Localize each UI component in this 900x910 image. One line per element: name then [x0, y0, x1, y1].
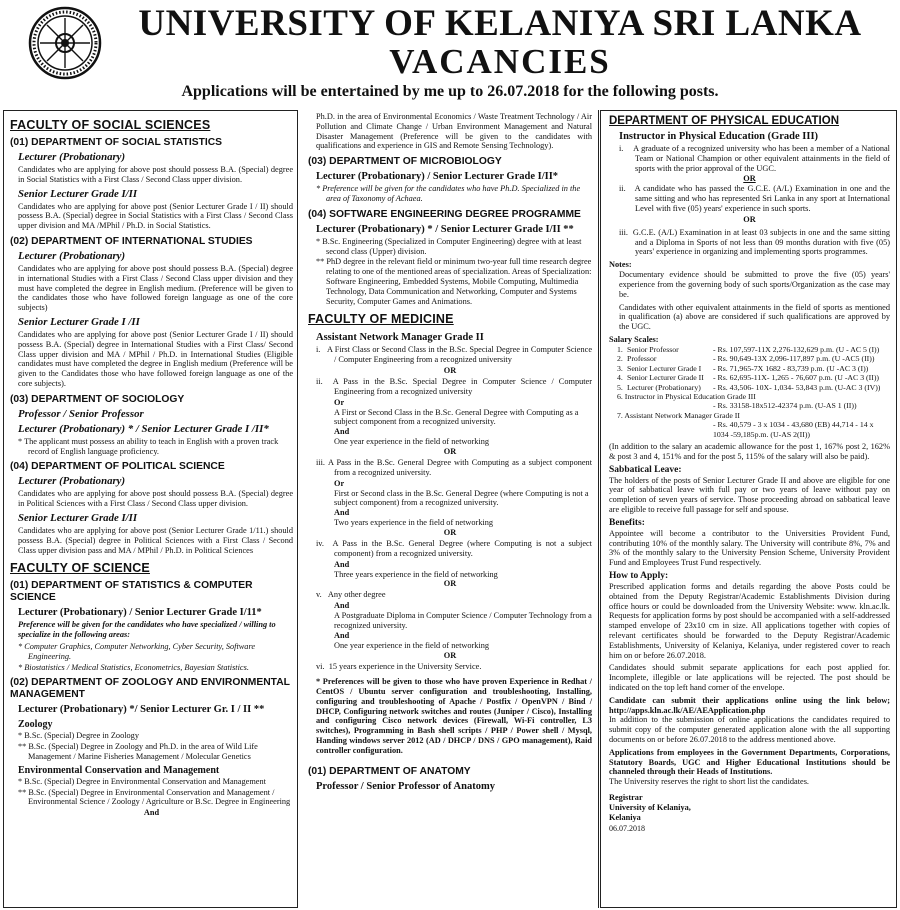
- preference-text: * Preferences will be given to those who have proven Experience in Redhat / CentOS / Ubuntu server configuration and troubleshooting, Installing, configuring and troubleshooting of Apache / Postfix / OpenVPN / Bind / DHCP, Configuring network switches and routes (Juniper / Cisco), Installing and configuring Cisco network devices (Firewall, Wi-Fi controller, L3 switches), Programming in Bash shell scripts / PHP / Power shell / Mysql, Handing windows server 2012 (AD / DHCP / DNS / GPO management), Raid controller configuration.: [316, 677, 592, 755]
- qualification-item: ii. A Pass in the B.Sc. Special Degree in Computer Science / Computer Engineering from a recognized university: [316, 376, 592, 396]
- signatory-title: Registrar: [609, 792, 643, 802]
- page-title: VACANCIES: [389, 42, 611, 81]
- specialization-item: * Biostatistics / Medical Statistics, Econometrics, Bayesian Statistics.: [18, 662, 249, 672]
- sabbatical-heading: Sabbatical Leave:: [609, 464, 682, 475]
- department-heading: (03) DEPARTMENT OF MICROBIOLOGY: [308, 156, 502, 168]
- how-to-apply-text: Prescribed application forms and details regarding the above Posts could be obtained from the Deputy Registrar/Academic Establishments Division during office hours or could be downloaded from the University Website: www. kln.ac.lk. Requests for application forms by post should be accompanied with a self-addressed stamped envelope of 23x10 cm in size. All applications together with copies of relevant certificates should be forwarded to the Deputy Registrar/Academic Establishments, University of Kelaniya, Kelaniya, under registered cover to reach him on or before 26.07.2018.: [609, 581, 890, 660]
- qualification-item: iii. G.C.E. (A/L) Examination in at least 03 subjects in one and the same sitting and a Diploma in Sports of not less than 09 months duration with five (05) years' experience in organizing and implementing sports programmes.: [619, 227, 890, 257]
- department-heading: (04) SOFTWARE ENGINEERING DEGREE PROGRAMME: [308, 208, 581, 220]
- signatory-location: Kelaniya: [609, 812, 641, 822]
- separate-applications-text: Candidates should submit separate applications for each post applied for. Incomplete, illegible or late applications will be rejected. The post should be indicated on the top left hand corner of the envelope.: [609, 663, 890, 692]
- post-title: Professor / Senior Professor: [18, 407, 144, 420]
- post-title: Lecturer (Probationary): [18, 151, 126, 163]
- and-connector: And: [334, 427, 350, 437]
- qualification-text: Two years experience in the field of networking: [334, 518, 494, 528]
- post-title: Instructor in Physical Education (Grade III): [619, 131, 819, 142]
- column-1: [3, 110, 298, 908]
- qualification-item: ii. A candidate who has passed the G.C.E. (A/L) Examination in one and the same sitting and who has represented Sri Lanka in any sport at International Level with five (05) years' experience in such sports.: [619, 184, 890, 213]
- salary-list: [609, 345, 890, 392]
- department-heading: (04) DEPARTMENT OF POLITICAL SCIENCE: [10, 461, 225, 473]
- or-connector: Or: [334, 478, 345, 488]
- requirement-text: ** B.Sc. (Special) Degree in Zoology and Ph.D. in the area of Wild Life Management / Marine Fisheries Management / Molecular Genetics: [18, 742, 258, 761]
- benefits-text: Appointee will become a contributor to the Universities Provident Fund, contributing 10% of the monthly salary. The University will contribute 8%, 7% and 3% of the monthly salary to the University Pension Scheme, University Provident Fund and Employees Trust Fund respectively.: [609, 528, 890, 568]
- faculty-heading: FACULTY OF MEDICINE: [308, 312, 454, 327]
- post-title: Lecturer (Probationary) * / Senior Lecturer Grade I /II*: [18, 422, 269, 435]
- qualification-item: v. Any other degree: [316, 590, 386, 600]
- preference-text: Preference will be given for the candidates who have specialized / willing to specialize in the following areas:: [18, 620, 276, 640]
- benefits-heading: Benefits:: [609, 517, 645, 528]
- subject-heading: Zoology: [18, 719, 53, 731]
- post-title: Lecturer (Probationary): [18, 475, 126, 488]
- post-title: Assistant Network Manager Grade II: [316, 332, 484, 344]
- subject-heading: Environmental Conservation and Management: [18, 764, 220, 776]
- column-3: [600, 110, 897, 908]
- and-connector: And: [143, 808, 160, 818]
- qualification-text: One year experience in the field of networking: [334, 437, 490, 447]
- or-connector: OR: [443, 650, 457, 660]
- post-title: Lecturer (Probationary): [18, 249, 126, 262]
- and-connector: And: [334, 508, 350, 518]
- salary-row: 1. Senior Professor - Rs. 107,597-11X 2,276-132,629 p.m. (U - AC 5 (I)): [617, 344, 880, 354]
- and-connector: And: [334, 559, 350, 569]
- requirement-text: Candidates who are applying for above post should possess B.A. (Special) degree in international Studies with a First Class / Second Class upper division and they must have completed the degree in English medium. (Preference will be given to the candidates those who have followed foreign language as one of the core subjects): [18, 263, 293, 313]
- or-connector: OR: [443, 579, 457, 589]
- government-employees-text: Applications from employees in the Government Departments, Corporations, Statutory Boards, UGC and Higher Educational Institutions should be channeled through their Heads of Institutions.: [609, 747, 890, 777]
- salary-value: - Rs. 40,579 - 3 x 1034 - 43,680 (EB) 44,714 - 14 x 1034 -59,185p.m. (U-AS 2(II)): [713, 420, 874, 439]
- post-title: Professor / Senior Professor of Anatomy: [316, 780, 495, 792]
- note-text: Documentary evidence should be submitted to prove the five (05) years' experience from the governing body of such sports/Organization as the case may be.: [619, 270, 890, 299]
- requirement-text: * B.Sc. (Special) Degree in Zoology: [18, 731, 139, 741]
- department-heading: (01) DEPARTMENT OF ANATOMY: [308, 765, 471, 777]
- allowance-text: (In addition to the salary an academic allowance for the post 1, 167% post 2, 162% & post 3 and 4, 151% and for the post 5, 115% of the salary will also be paid).: [609, 442, 890, 461]
- department-heading: (01) DEPARTMENT OF STATISTICS & COMPUTER SCIENCE: [10, 580, 253, 604]
- closing-date-notice: Applications will be entertained by me up to 26.07.2018 for the following posts.: [181, 83, 719, 100]
- department-heading: (02) DEPARTMENT OF ZOOLOGY AND ENVIRONMENTAL MANAGEMENT: [10, 677, 290, 701]
- salary-row: 2. Professor - Rs. 90,649-13X 2,096-117,897 p.m. (U -AC5 (II)): [617, 354, 875, 364]
- qualification-text: A Postgraduate Diploma in Computer Science / Computer Technology from a recognized university.: [334, 611, 592, 630]
- online-application-text: In addition to the submission of online applications the candidates required to submit copy of the computer generated application alone with the all supporting documents on or before 26.07.2018 to the address mentioned above.: [609, 715, 890, 744]
- qualification-text: First or Second class in the B.Sc. General Degree (where Computing is not a subject component) from a recognized university.: [334, 488, 589, 508]
- post-title: Senior Lecturer Grade I/II: [18, 511, 138, 524]
- and-connector: And: [334, 601, 350, 611]
- requirement-text: * B.Sc. Engineering (Specialized in Computer Engineering) degree with at least second class (Upper) division.: [316, 236, 582, 256]
- online-application-link[interactable]: Candidate can submit their applications online using the link below; http://apps.kln.ac.lk/AE/AEApplication.php: [609, 695, 890, 715]
- preference-text: * Preference will be given for the candidates who have Ph.D. Specialized in the area of Taxonomy of Achaea.: [316, 184, 581, 203]
- requirement-text: ** B.Sc. (Special) Degree in Environmental Conservation and Management / Environmental Science / Zoology / Agriculture or B.Sc. Degree in Engineering: [18, 787, 291, 807]
- qualification-item: vi. 15 years experience in the University Service.: [316, 661, 482, 671]
- university-seal-icon: [28, 6, 102, 80]
- qualification-item: iii. A Pass in the B.Sc. General Degree with Computing as a subject component from a recognized university.: [316, 457, 592, 477]
- department-heading: DEPARTMENT OF PHYSICAL EDUCATION: [609, 115, 840, 127]
- specialization-item: * Computer Graphics, Computer Networking, Cyber Security, Software Engineering.: [18, 641, 256, 661]
- or-connector: OR: [443, 527, 457, 537]
- requirement-text: Ph.D. in the area of Environmental Economics / Waste Treatment Technology / Air Pollution and Climate Change / Urban Environment Management and Natural Disaster Management (Preference will be given to the candidates with qualifications and experience in GIS and Remote Sensing Technology).: [316, 112, 592, 151]
- department-heading: (01) DEPARTMENT OF SOCIAL STATISTICS: [10, 137, 223, 148]
- and-connector: And: [334, 630, 350, 640]
- requirement-text: * The applicant must possess an ability to teach in English with a proven track record of English language proficiency.: [18, 436, 279, 456]
- header: [0, 0, 900, 104]
- requirement-text: Candidates who are applying for above post should possess B.A. (Special) degree in Political Sciences with a First Class / Second Class upper division.: [18, 489, 293, 509]
- post-title: Lecturer (Probationary) * / Senior Lecturer Grade I/II **: [316, 223, 574, 235]
- column-2: [300, 110, 597, 908]
- salary-row: 7. Assistant Network Manager Grade II: [617, 410, 740, 420]
- signatory-institution: University of Kelaniya,: [609, 802, 691, 812]
- university-name: UNIVERSITY OF KELANIYA SRI LANKA: [138, 3, 862, 44]
- qualification-item: iv. A Pass in the B.Sc. General Degree (where Computing is not a subject component) from a recognized university.: [316, 538, 592, 558]
- department-heading: (02) DEPARTMENT OF INTERNATIONAL STUDIES: [10, 235, 253, 247]
- requirement-text: Candidates who are applying for above post (Senior Lecturer Grade 1/11.) should possess B.A. (Special) degree in Political Sciences with a First Class / Second Class upper division pass and MA / MPhil / Ph.D. in Political Sciences: [18, 525, 293, 555]
- salary-row: 5. Lecturer (Probationary) - Rs. 43,506- 10X- 1,034- 53,843 p.m. (U-AC 3 (IV)): [617, 382, 881, 392]
- column-divider: [598, 110, 599, 908]
- post-title: Lecturer (Probationary) / Senior Lecturer Grade I/II*: [316, 171, 559, 183]
- department-heading: (03) DEPARTMENT OF SOCIOLOGY: [10, 393, 185, 405]
- post-title: Senior Lecturer Grade I/II: [18, 187, 138, 200]
- or-connector: Or: [334, 397, 345, 407]
- requirement-text: Candidates who are applying for above post (Senior Lecturer Grade I / II) should possess B.A. (Special) degree in Social Statistics with a First Class / Second Class upper division and MA /MPhil / Ph.D. in Social Statistics.: [18, 201, 293, 231]
- shortlist-text: The University reserves the right to short list the candidates.: [609, 777, 809, 787]
- requirement-text: Candidates who are applying for above post (Senior Lecturer Grade I / II) should possess B.A. (Special) degree in International Studies with a First Class/ Second Class upper division and MA / MPhil / Ph.D. in International Studies (Eligible candidates must have completed the degree in English medium (Preference will be given to the Candidates those who have followed foreign language as one of the core subjects).: [18, 329, 293, 388]
- qualification-item: i. A First Class or Second Class in the B.Sc. Special Degree in Computer Science / Computer Engineering from a recognized university: [316, 345, 592, 365]
- faculty-heading: FACULTY OF SCIENCE: [10, 561, 150, 576]
- salary-row: 3. Senior Lecturer Grade I - Rs. 71,965-7X 1682 - 83,739 p.m. (U -AC 3 (I)): [617, 363, 869, 373]
- sabbatical-text: The holders of the posts of Senior Lecturer Grade II and above are eligible for one year of sabbatical leave with full pay or two years of leave without pay on completion of seven years of service. Those proceeding abroad on sabbatical leave are eligible to receive full passage for self and spouse.: [609, 475, 890, 514]
- requirement-text: * B.Sc. (Special) Degree in Environmental Conservation and Management: [18, 776, 266, 786]
- salary-row: 6. Instructor in Physical Education Grade III: [617, 391, 756, 401]
- qualification-text: One year experience in the field of networking: [334, 640, 490, 650]
- requirement-text: Candidates who are applying for above post should possess B.A. (Special) degree in Social Statistics with a First Class / Second Class upper division.: [18, 165, 293, 184]
- or-connector: OR: [743, 214, 756, 224]
- post-title: Lecturer (Probationary) */ Senior Lecturer Gr. I / II **: [18, 704, 265, 716]
- faculty-heading: FACULTY OF SOCIAL SCIENCES: [10, 118, 211, 132]
- post-title: Senior Lecturer Grade I /II: [18, 315, 140, 328]
- notes-heading: Notes:: [609, 260, 632, 270]
- issue-date: 06.07.2018: [609, 824, 645, 834]
- note-text: Candidates with other equivalent attainments in the field of sports as mentioned in qualification (a) above are considered if such qualifications are approved by the UGC.: [619, 302, 890, 332]
- or-connector: OR: [743, 174, 756, 184]
- salary-heading: Salary Scales:: [609, 334, 659, 344]
- qualification-text: Three years experience in the field of networking: [334, 569, 498, 579]
- or-connector: OR: [443, 365, 457, 375]
- how-to-apply-heading: How to Apply:: [609, 570, 669, 581]
- or-connector: OR: [443, 446, 457, 456]
- qualification-item: i. A graduate of a recognized university who has been a member of a National Team or National Champion or other equivalent attainments in the field of sports with the prior approval of the UGC.: [619, 144, 890, 173]
- salary-value: - Rs. 33158-18x512-42374 p.m. (U-AS 1 (II)): [713, 401, 857, 411]
- requirement-text: ** PhD degree in the relevant field or minimum two-year full time research degree relating to one of the mentioned areas of specialization. Areas of Specialization: Software Engineering, Embedded Systems, Mobile Computing, Multimedia Technology, Data Communication and Networking, Computer and Systems Security, Computer Games and Animations.: [316, 257, 592, 306]
- qualification-text: A First or Second Class in the B.Sc. General Degree with Computing as a subject component from a recognized university.: [334, 407, 579, 427]
- post-title: Lecturer (Probationary) / Senior Lecturer Grade I/11*: [18, 607, 262, 619]
- salary-row: 4. Senior Lecturer Grade II - Rs. 62,695-11X- 1,265 - 76,607 p.m. (U -AC 3 (II)): [617, 373, 880, 383]
